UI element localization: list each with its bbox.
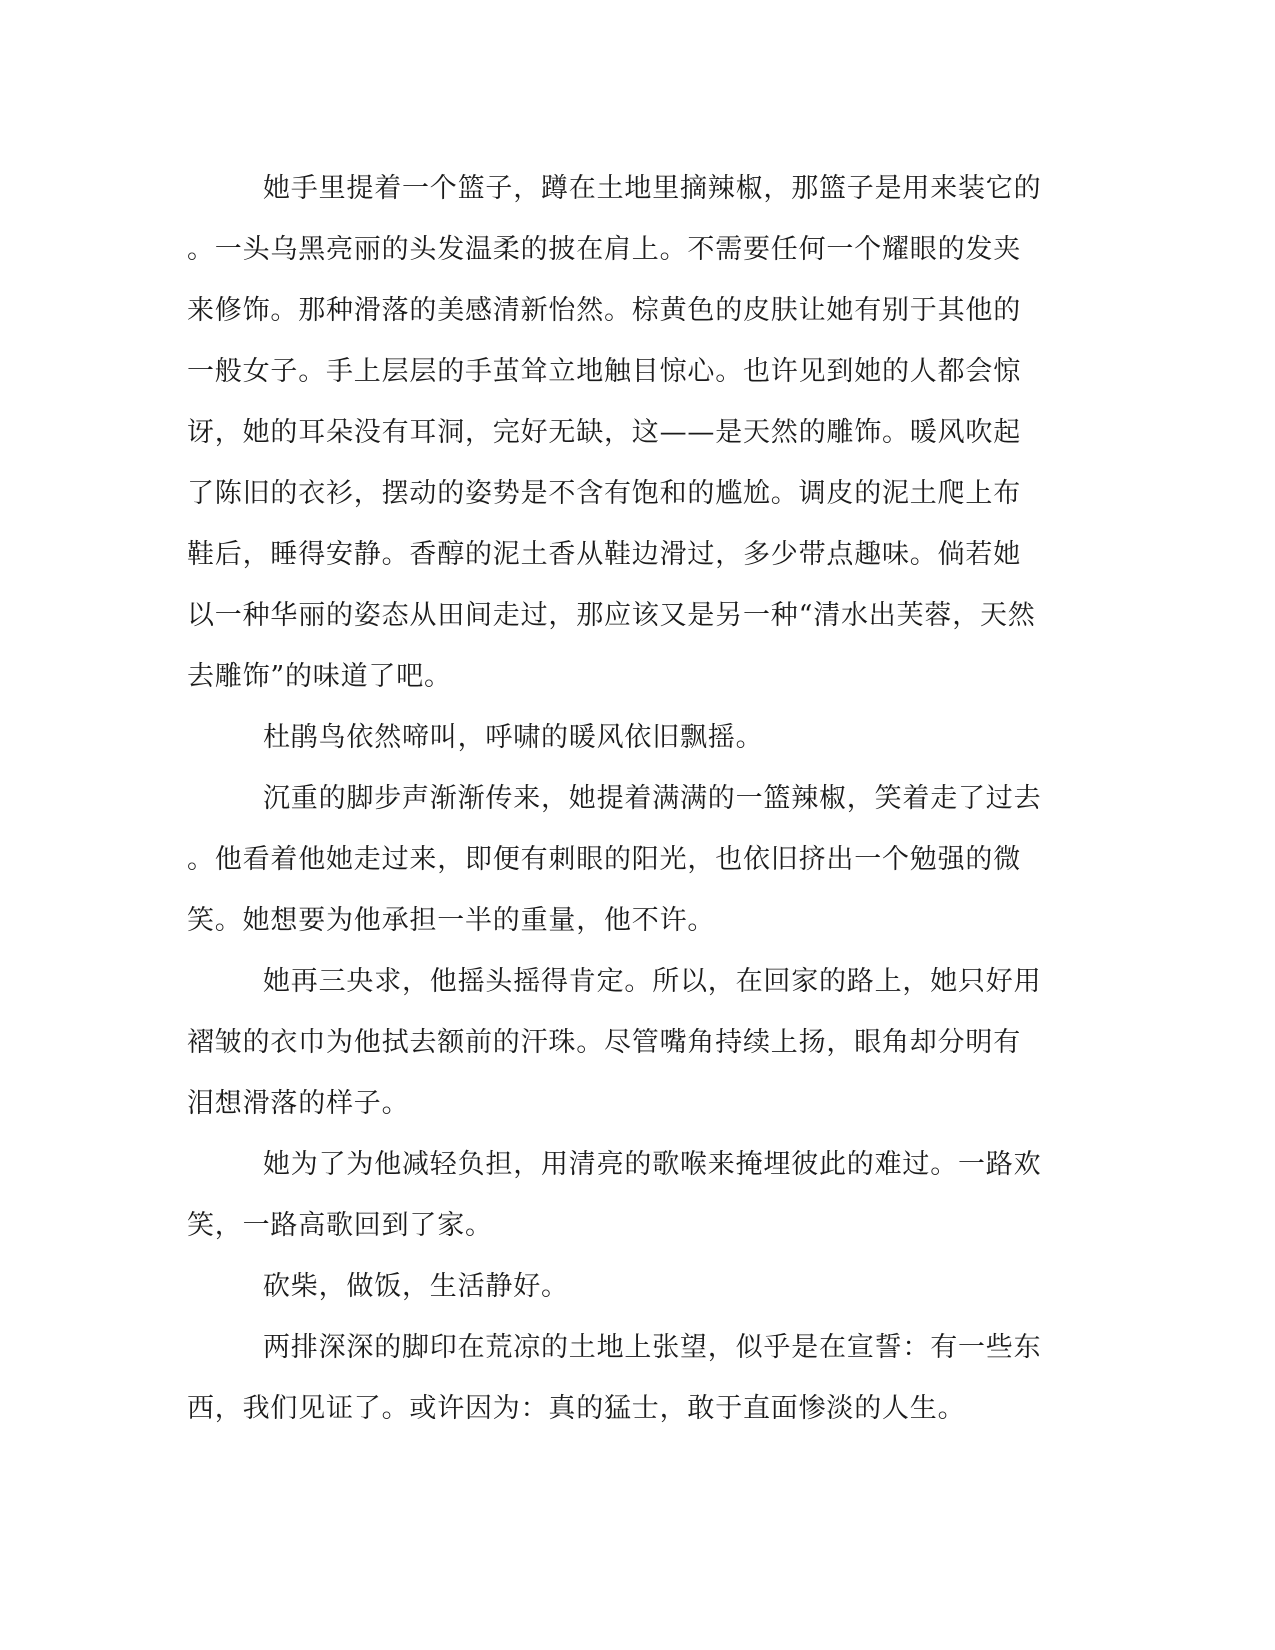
paragraph-4-line-3: 泪想滑落的样子。 (187, 1088, 410, 1119)
paragraph-6-line-1: 砍柴，做饭，生活静好。 (263, 1271, 569, 1302)
paragraph-4-line-1: 她再三央求，他摇头摇得肯定。所以，在回家的路上，她只好用 (263, 966, 1042, 997)
paragraph-3-line-2: 。他看着他她走过来，即便有刺眼的阳光，也依旧挤出一个勉强的微 (187, 844, 1021, 875)
paragraph-7-line-2: 西，我们见证了。或许因为：真的猛士，敢于直面惨淡的人生。 (187, 1393, 966, 1424)
paragraph-1-line-1: 她手里提着一个篮子，蹲在土地里摘辣椒，那篮子是用来装它的 (263, 173, 1042, 204)
paragraph-2-line-1: 杜鹃鸟依然啼叫，呼啸的暖风依旧飘摇。 (263, 722, 764, 753)
paragraph-1-line-3: 来修饰。那种滑落的美感清新怡然。棕黄色的皮肤让她有别于其他的 (187, 295, 1021, 326)
paragraph-5-line-2: 笑，一路高歌回到了家。 (187, 1210, 493, 1241)
paragraph-1-line-2: 。一头乌黑亮丽的头发温柔的披在肩上。不需要任何一个耀眼的发夹 (187, 234, 1021, 265)
paragraph-3-line-1: 沉重的脚步声渐渐传来，她提着满满的一篮辣椒，笑着走了过去 (263, 783, 1042, 814)
paragraph-1-line-5: 讶，她的耳朵没有耳洞，完好无缺，这——是天然的雕饰。暖风吹起 (187, 417, 1021, 448)
paragraph-1-line-9: 去雕饰”的味道了吧。 (187, 661, 452, 692)
paragraph-1-line-8: 以一种华丽的姿态从田间走过，那应该又是另一种“清水出芙蓉，天然 (187, 600, 1036, 631)
paragraph-3-line-3: 笑。她想要为他承担一半的重量，他不许。 (187, 905, 716, 936)
paragraph-5-line-1: 她为了为他减轻负担，用清亮的歌喉来掩埋彼此的难过。一路欢 (263, 1149, 1042, 1180)
paragraph-4-line-2: 褶皱的衣巾为他拭去额前的汗珠。尽管嘴角持续上扬，眼角却分明有 (187, 1027, 1021, 1058)
document-body (187, 158, 1072, 1439)
paragraph-1-line-4: 一般女子。手上层层的手茧耸立地触目惊心。也许见到她的人都会惊 (187, 356, 1021, 387)
paragraph-7-line-1: 两排深深的脚印在荒凉的土地上张望，似乎是在宣誓：有一些东 (263, 1332, 1042, 1363)
paragraph-1-line-7: 鞋后，睡得安静。香醇的泥土香从鞋边滑过，多少带点趣味。倘若她 (187, 539, 1021, 570)
paragraph-1-line-6: 了陈旧的衣衫，摆动的姿势是不含有饱和的尴尬。调皮的泥土爬上布 (187, 478, 1021, 509)
